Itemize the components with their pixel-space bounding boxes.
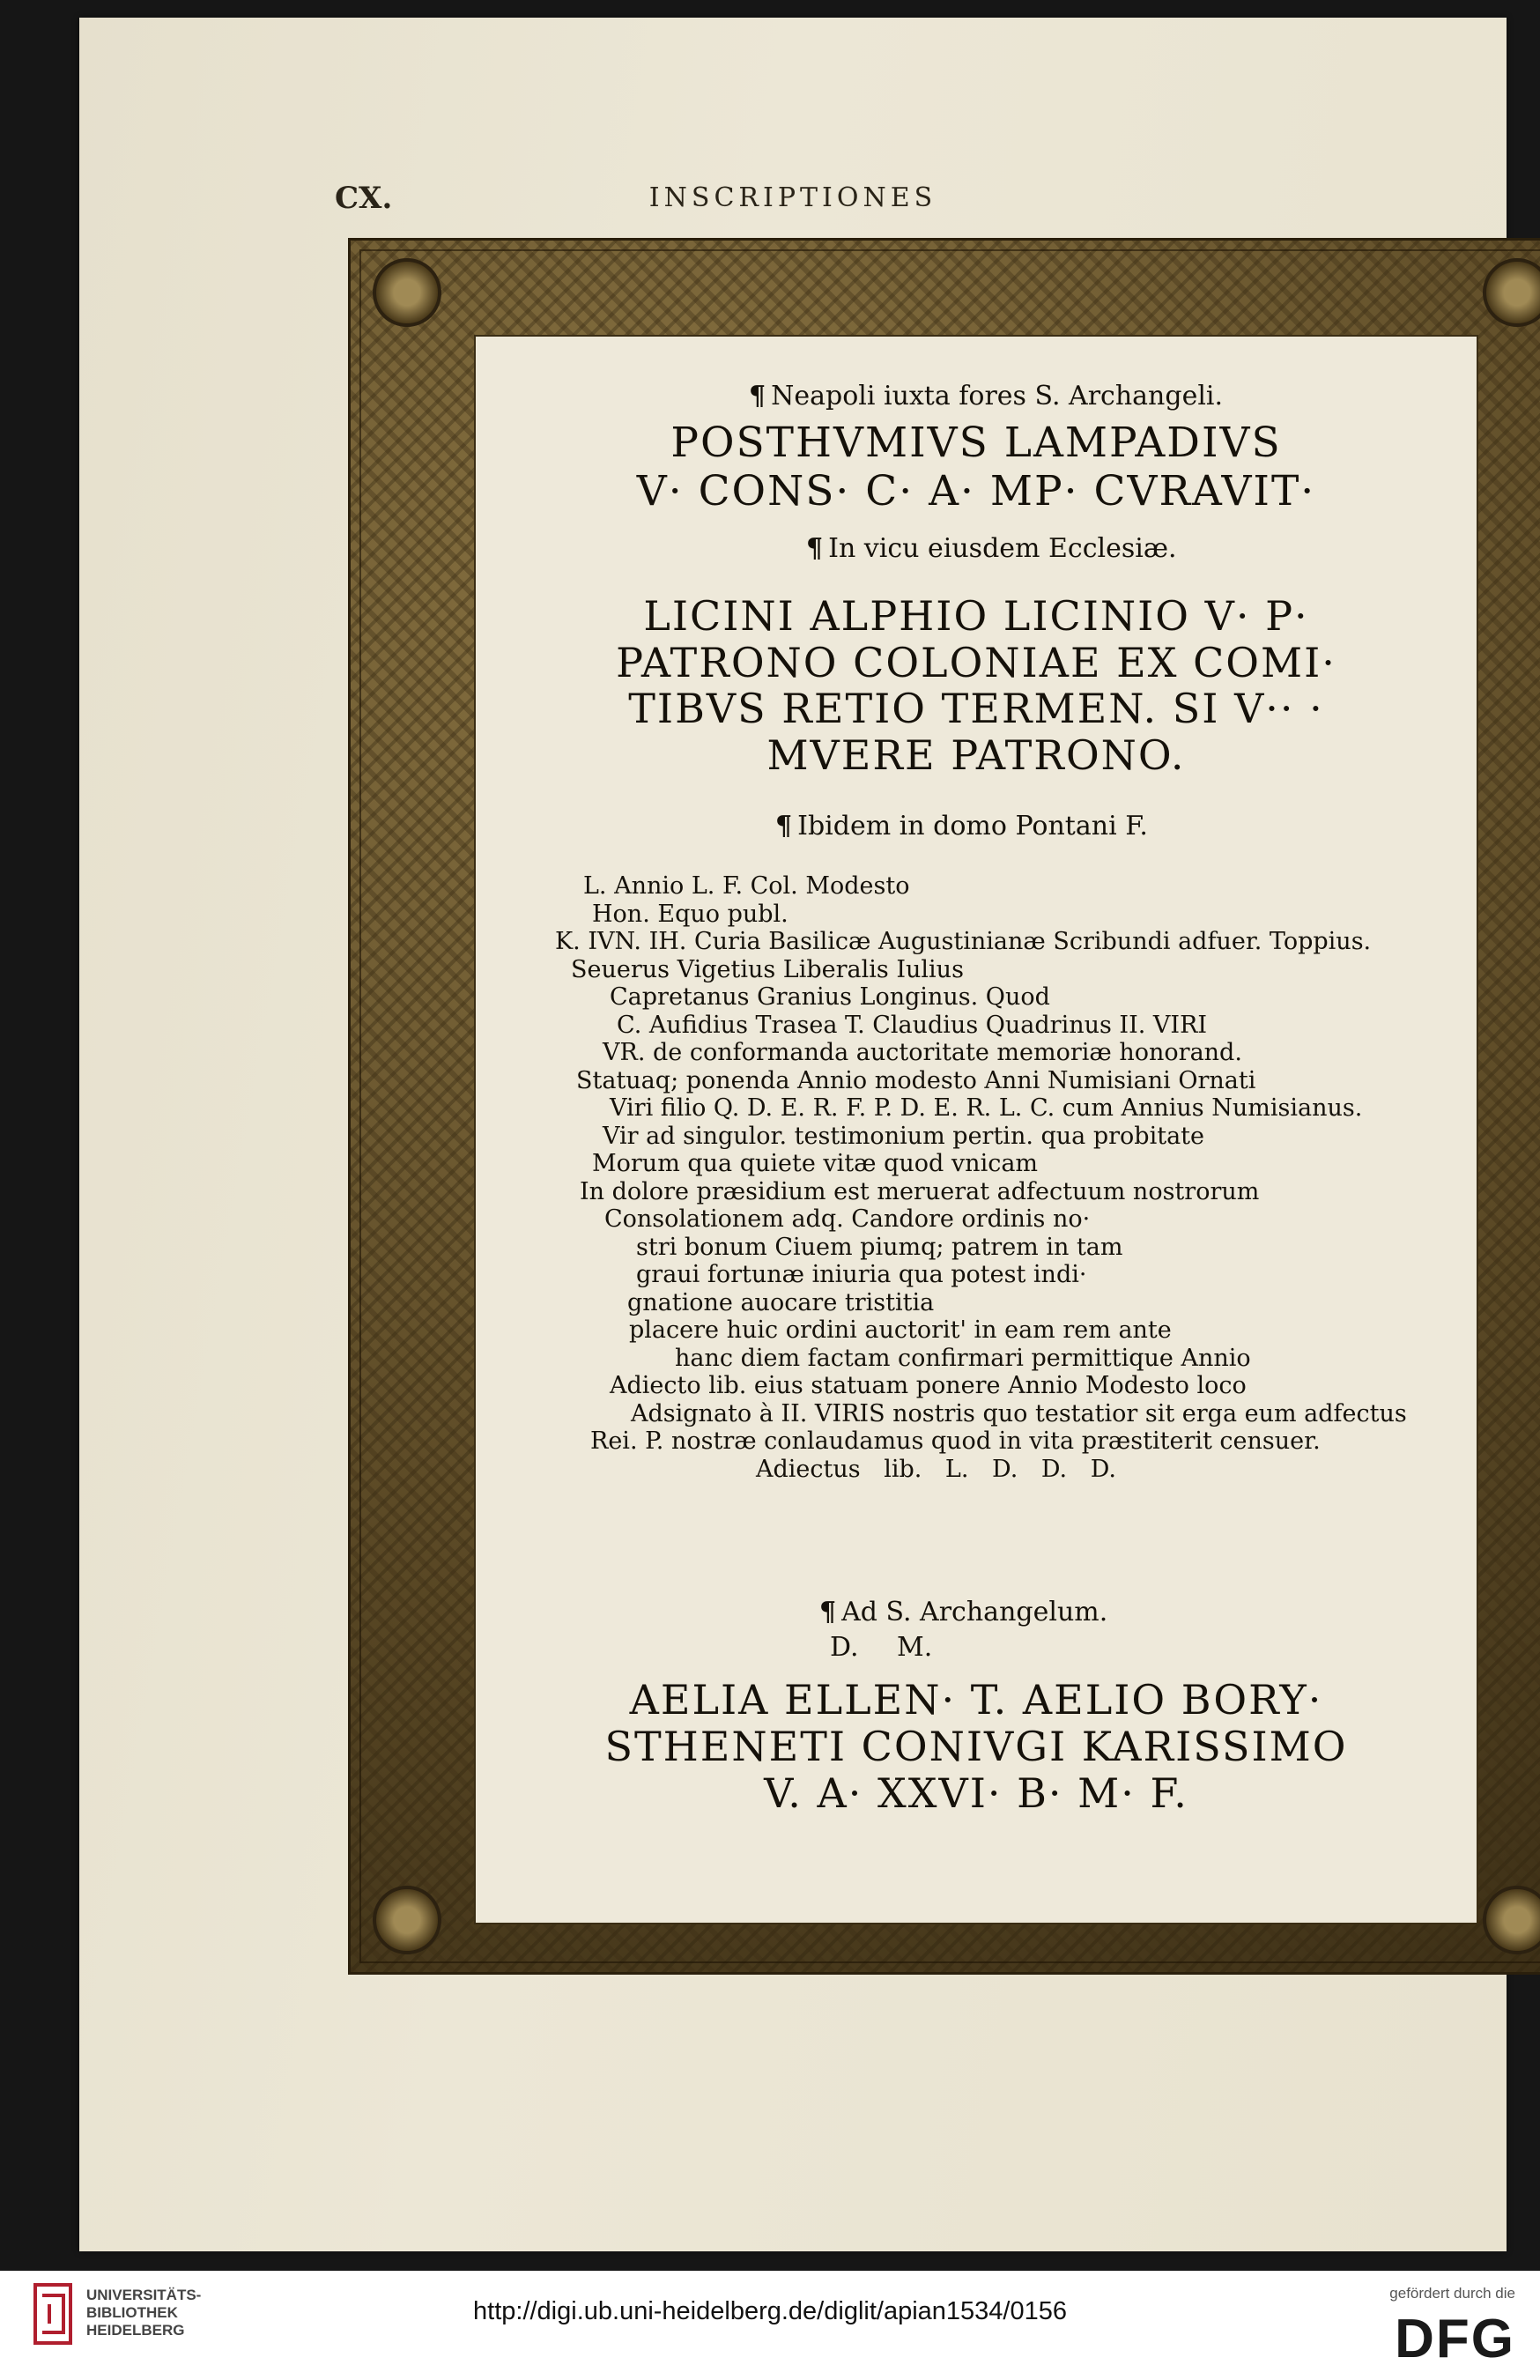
inscription-line: V. A· XXVI· B· M· F. xyxy=(764,1769,1188,1817)
book-page xyxy=(79,18,1507,2251)
corner-ornament-icon xyxy=(373,258,441,327)
inscription-line: AELIA ELLEN· T. AELIO BORY· xyxy=(629,1676,1323,1724)
inscription-line: Morum qua quiete vitæ quod vnicam xyxy=(592,1150,1039,1177)
inscription-line: LICINI ALPHIO LICINIO V· P· xyxy=(643,592,1309,640)
inscription-line: STHENETI CONIVGI KARISSIMO xyxy=(604,1723,1348,1770)
inscription-body xyxy=(476,872,1477,1483)
inscription-line: Hon. Equo publ. xyxy=(592,900,789,928)
inscription-line: gnatione auocare tristitia xyxy=(627,1288,935,1316)
sponsor-note: gefördert durch die xyxy=(1389,2285,1515,2302)
pilcrow-icon: ¶ xyxy=(806,533,824,564)
inscription-line: Adsignato à II. VIRIS nostris quo testatior sit erga eum adfectus xyxy=(631,1399,1407,1427)
text-panel xyxy=(474,335,1478,1924)
inscription-location: ¶ In vicu eiusdem Ecclesiæ. xyxy=(806,533,1177,564)
pilcrow-icon: ¶ xyxy=(775,811,793,842)
inscription-line: Consolationem adq. Candore ordinis no· xyxy=(604,1205,1091,1233)
inscription-line: Vir ad singulor. testimonium pertin. qua probitate xyxy=(603,1122,1204,1150)
inscription-line: In dolore præsidium est meruerat adfectuum nostrorum xyxy=(580,1177,1260,1205)
inscription-line: placere huic ordini auctorit' in eam rem ante xyxy=(629,1316,1172,1344)
inscription-line: graui fortunæ iniuria qua potest indi· xyxy=(636,1261,1087,1288)
inscription-line: MVERE PATRONO. xyxy=(766,731,1186,779)
woodcut-border-frame xyxy=(348,238,1540,1975)
inscription-line: L. Annio L. F. Col. Modesto xyxy=(583,872,910,900)
pilcrow-icon: ¶ xyxy=(749,381,766,411)
corner-ornament-icon xyxy=(1483,1886,1540,1954)
inscription-location: ¶ Neapoli iuxta fores S. Archangeli. xyxy=(749,381,1224,411)
inscription-text xyxy=(476,337,1477,1923)
inscription-line: Capretanus Granius Longinus. Quod xyxy=(610,983,1050,1011)
library-name[interactable]: UNIVERSITÄTS- BIBLIOTHEK HEIDELBERG xyxy=(86,2287,202,2339)
folio-number: CX. xyxy=(335,181,393,216)
inscription-location: ¶ Ibidem in domo Pontani F. xyxy=(775,811,1148,842)
inscription-line: Adiecto lib. eius statuam ponere Annio Modesto loco xyxy=(610,1372,1247,1399)
inscription-line: hanc diem factam confirmari permittique Annio xyxy=(675,1344,1251,1372)
inscription-line: Rei. P. nostræ conlaudamus quod in vita præstiterit censuer. xyxy=(590,1427,1321,1455)
inscription-location: ¶ Ad S. Archangelum. xyxy=(819,1597,1108,1627)
dfg-logo[interactable]: DFG xyxy=(1395,2309,1515,2369)
inscription-line: stri bonum Ciuem piumq; patrem in tam xyxy=(636,1233,1123,1261)
dis-manibus-line: D. M. xyxy=(830,1632,933,1663)
inscription-line: Statuaq; ponenda Annio modesto Anni Numisiani Ornati xyxy=(576,1066,1256,1094)
viewer-footer xyxy=(0,2271,1540,2380)
corner-ornament-icon xyxy=(373,1886,441,1954)
running-head: INSCRIPTIONES xyxy=(648,182,937,213)
inscription-line: Viri filio Q. D. E. R. F. P. D. E. R. L. C. cum Annius Numisianus. xyxy=(610,1094,1363,1122)
inscription-line: TIBVS RETIO TERMEN. SI V·· · xyxy=(628,685,1324,732)
corner-ornament-icon xyxy=(1483,258,1540,327)
inscription-line: VR. de conformanda auctoritate memoriæ honorand. xyxy=(603,1039,1242,1066)
page-header xyxy=(79,181,1507,234)
inscription-line: C. Aufidius Trasea T. Claudius Quadrinus II. VIRI xyxy=(617,1011,1208,1039)
inscription-line: V· CONS· C· A· MP· CVRAVIT· xyxy=(636,467,1316,515)
permalink-url[interactable]: http://digi.ub.uni-heidelberg.de/diglit/apian1534/0156 xyxy=(473,2297,1067,2325)
inscription-line: POSTHVMIVS LAMPADIVS xyxy=(670,419,1282,467)
inscription-line: Adiectus lib. L. D. D. D. xyxy=(756,1455,1116,1483)
inscription-line: Seuerus Vigetius Liberalis Iulius xyxy=(571,955,964,983)
pilcrow-icon: ¶ xyxy=(819,1597,837,1627)
inscription-line: K. IVN. IH. Curia Basilicæ Augustinianæ Scribundi adfuer. Toppius. xyxy=(555,928,1372,955)
inscription-line: PATRONO COLONIAE EX COMI· xyxy=(616,639,1336,686)
